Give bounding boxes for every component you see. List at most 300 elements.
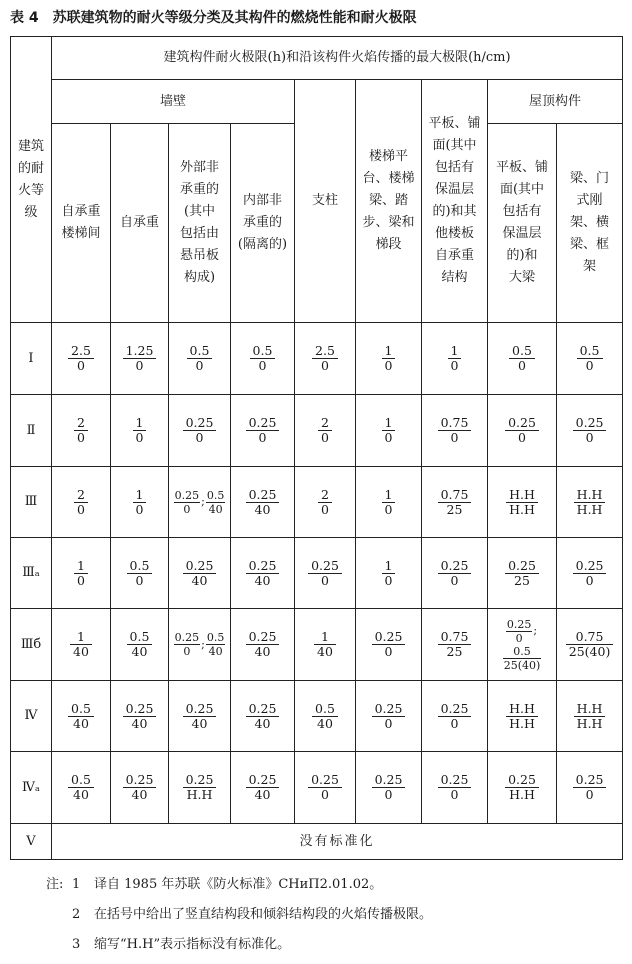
denominator: 0 (384, 501, 393, 517)
fraction (573, 773, 607, 802)
denominator: 0 (183, 502, 191, 516)
note-number: 1 (72, 877, 81, 892)
denominator: 25 (514, 572, 530, 588)
grade-cell: Ⅰ (11, 323, 52, 395)
numerator: 0.75 (438, 416, 472, 431)
denominator: 0 (321, 572, 329, 588)
numerator: H.H (506, 702, 538, 717)
fraction (74, 416, 88, 445)
fraction (206, 489, 226, 516)
notes (46, 870, 622, 960)
denominator: 0 (183, 645, 191, 658)
numerator: 0.25 (183, 702, 217, 717)
fraction (183, 773, 217, 802)
fraction (123, 702, 157, 731)
table-body (11, 37, 623, 860)
value-cell-load-stair (52, 752, 111, 824)
numerator: 2.5 (68, 344, 94, 359)
denominator: 0 (384, 644, 393, 659)
denominator: 0 (384, 358, 393, 373)
numerator: 0.25 (246, 702, 280, 717)
table-number: 表 4 (10, 10, 39, 26)
value-cell-internal (231, 323, 295, 395)
fraction (74, 559, 88, 588)
numerator: 0.25 (174, 488, 200, 502)
value-cell-load (111, 609, 169, 681)
fraction (438, 416, 472, 445)
numerator: 0.5 (127, 559, 153, 574)
denominator: 0 (321, 501, 329, 517)
denominator: 25 (446, 644, 463, 659)
denominator: 0 (450, 430, 459, 445)
grade-cell: Ⅳₐ (11, 752, 52, 824)
numerator: 1 (70, 630, 92, 645)
fraction (246, 416, 280, 445)
header-wall: 墙壁 (52, 80, 295, 124)
value-cell-roof-slab (488, 752, 557, 824)
not-standardized-cell: 没有标准化 (52, 824, 623, 860)
numerator: 0.5 (206, 488, 225, 502)
denominator: 40 (73, 787, 89, 802)
header-load: 自承重 (111, 124, 169, 323)
numerator: 0.5 (509, 344, 535, 359)
header-roof: 屋顶构件 (488, 80, 623, 124)
grade-cell: Ⅳ (11, 681, 52, 752)
fraction (503, 645, 542, 672)
numerator: 0.25 (505, 773, 539, 788)
table-row (11, 538, 623, 609)
value-cell-external (169, 323, 231, 395)
denominator: 0 (585, 430, 594, 445)
value-cell-internal (231, 395, 295, 467)
fraction (506, 702, 538, 731)
header-roof-beam: 梁、门 式刚 架、横 梁、框 架 (557, 124, 623, 323)
table-row (11, 752, 623, 824)
denominator: 40 (73, 644, 89, 659)
value-cell-roof-slab (488, 609, 557, 681)
fraction (318, 416, 332, 445)
numerator: 0.25 (372, 773, 406, 788)
numerator: 0.25 (246, 559, 280, 574)
value-cell-stair (356, 538, 422, 609)
fraction (246, 702, 280, 731)
numerator: 0.25 (438, 559, 472, 574)
fraction (308, 559, 342, 588)
fraction (382, 488, 396, 517)
fraction (174, 631, 201, 658)
grade-cell: Ⅲ (11, 467, 52, 538)
note-number: 2 (72, 907, 81, 922)
notes-label: 注: (46, 877, 64, 892)
fraction (314, 630, 336, 659)
value-cell-floor (422, 681, 488, 752)
value-cell-floor (422, 752, 488, 824)
fraction (506, 488, 538, 517)
denominator: 0 (195, 358, 204, 373)
denominator: 0 (450, 715, 459, 731)
numerator: 0.25 (438, 773, 472, 788)
value-cell-roof-slab (488, 538, 557, 609)
fraction (506, 618, 533, 645)
table-title (10, 6, 417, 30)
numerator: 2 (74, 416, 88, 431)
numerator: 0.25 (372, 630, 406, 645)
fraction (372, 773, 406, 802)
numerator: 0.25 (372, 702, 406, 717)
denominator: 40 (317, 715, 333, 731)
value-cell-column (295, 609, 356, 681)
fraction (246, 559, 280, 588)
note-3 (46, 930, 622, 960)
numerator: 0.25 (506, 617, 532, 631)
value-cell-external (169, 538, 231, 609)
fraction (577, 344, 603, 373)
numerator: 1 (314, 630, 336, 645)
fraction (70, 630, 92, 659)
header-grade: 建筑 的耐 火等 级 (11, 37, 52, 323)
value-cell-roof-beam (557, 538, 623, 609)
value-cell-internal (231, 681, 295, 752)
denominator: 0 (384, 572, 393, 588)
fraction (123, 773, 157, 802)
value-cell-external (169, 681, 231, 752)
numerator: 0.5 (503, 645, 542, 659)
table-row (11, 323, 623, 395)
value-cell-stair (356, 467, 422, 538)
numerator: 0.25 (246, 488, 280, 503)
grade-cell: Ⅲₐ (11, 538, 52, 609)
value-cell-external (169, 609, 231, 681)
denominator: 0 (384, 787, 393, 802)
value-cell-stair (356, 323, 422, 395)
denominator: 40 (254, 501, 271, 517)
numerator: 0.5 (250, 344, 276, 359)
fraction (438, 630, 472, 659)
value-cell-load-stair (52, 467, 111, 538)
numerator: 0.25 (308, 559, 342, 574)
numerator: 0.5 (577, 344, 603, 359)
fraction (246, 630, 280, 659)
fraction (448, 344, 462, 373)
numerator: 0.25 (174, 631, 200, 644)
numerator: 2 (318, 416, 332, 431)
denominator: 0 (321, 787, 329, 802)
value-cell-external (169, 467, 231, 538)
numerator: 2 (318, 488, 332, 503)
fraction (74, 488, 88, 517)
header-group: 建筑构件耐火极限(h)和沿该构件火焰传播的最大极限(h/cm) (52, 37, 623, 80)
value-cell-floor (422, 538, 488, 609)
value-cell-stair (356, 609, 422, 681)
note-text: 在括号中给出了竖直结构段和倾斜结构段的火焰传播极限。 (94, 907, 433, 922)
numerator: 1 (382, 488, 396, 503)
numerator: 1 (74, 559, 88, 574)
value-cell-floor (422, 395, 488, 467)
denominator: 40 (254, 787, 271, 802)
fraction (505, 773, 539, 802)
value-cell-load (111, 752, 169, 824)
value-cell-roof-beam (557, 609, 623, 681)
fraction-separator: ; (533, 624, 538, 637)
grade-cell: Ⅴ (11, 824, 52, 860)
table-caption: 苏联建筑物的耐火等级分类及其构件的燃烧性能和耐火极限 (52, 10, 417, 26)
value-cell-column (295, 395, 356, 467)
numerator: 0.25 (438, 702, 472, 717)
numerator: 2 (74, 488, 88, 503)
fraction (246, 488, 280, 517)
denominator: 0 (135, 572, 144, 588)
fraction (438, 488, 472, 517)
denominator: 0 (450, 572, 459, 588)
value-cell-roof-beam (557, 395, 623, 467)
denominator: 25(40) (568, 644, 611, 659)
value-cell-roof-beam (557, 681, 623, 752)
value-cell-floor (422, 323, 488, 395)
numerator: 0.5 (206, 631, 225, 644)
denominator: 40 (208, 502, 223, 516)
denominator: 0 (585, 358, 594, 373)
value-cell-external (169, 395, 231, 467)
value-cell-internal (231, 467, 295, 538)
fraction (505, 559, 539, 588)
table-row (11, 824, 623, 860)
numerator: 1 (382, 416, 396, 431)
denominator: 0 (585, 787, 594, 802)
numerator: 0.75 (438, 488, 472, 503)
value-cell-stair (356, 681, 422, 752)
numerator: 0.5 (127, 630, 153, 645)
denominator: 0 (518, 430, 526, 445)
denominator: 0 (515, 631, 523, 645)
numerator: 0.25 (573, 416, 607, 431)
denominator: 40 (191, 715, 208, 731)
fraction (573, 416, 607, 445)
denominator: H.H (509, 787, 535, 802)
value-cell-column (295, 323, 356, 395)
numerator: 1 (382, 559, 396, 574)
header-stair: 楼梯平 台、楼梯 梁、踏 步、梁和 梯段 (356, 80, 422, 323)
denominator: 0 (258, 358, 267, 373)
numerator: H.H (574, 488, 606, 503)
denominator: H.H (509, 715, 535, 731)
denominator: H.H (186, 787, 213, 802)
fraction (509, 344, 535, 373)
header-floor: 平板、铺 面(其中 包括有 保温层 的)和其 他楼板 自承重 结构 (422, 80, 488, 323)
fraction (308, 773, 342, 802)
numerator: 0.25 (183, 416, 217, 431)
header-internal: 内部非 承重的 (隔离的) (231, 124, 295, 323)
value-cell-internal (231, 538, 295, 609)
denominator: 0 (384, 715, 393, 731)
fraction (573, 559, 607, 588)
fraction (68, 702, 94, 731)
fraction (505, 416, 539, 445)
fraction (250, 344, 276, 373)
fraction (382, 344, 396, 373)
value-cell-load-stair (52, 538, 111, 609)
note-number: 3 (72, 937, 81, 952)
numerator: 0.25 (183, 559, 217, 574)
value-cell-load-stair (52, 609, 111, 681)
fraction (183, 416, 217, 445)
value-cell-stair (356, 752, 422, 824)
denominator: 40 (131, 787, 148, 802)
header-column: 支柱 (295, 80, 356, 323)
value-cell-roof-beam (557, 323, 623, 395)
header-roof-slab: 平板、铺 面(其中 包括有 保温层 的)和 大梁 (488, 124, 557, 323)
value-cell-load-stair (52, 395, 111, 467)
denominator: 25 (446, 501, 463, 517)
fraction (372, 630, 406, 659)
numerator: 0.25 (308, 773, 342, 788)
fraction (127, 630, 153, 659)
fraction (438, 702, 472, 731)
note-2 (46, 900, 622, 930)
grade-cell: Ⅱ (11, 395, 52, 467)
denominator: 0 (135, 501, 144, 517)
value-cell-load (111, 395, 169, 467)
denominator: 40 (208, 645, 223, 658)
fire-resistance-table (10, 36, 623, 860)
value-cell-floor (422, 467, 488, 538)
denominator: 0 (77, 501, 85, 517)
fraction (574, 488, 606, 517)
numerator: 1 (382, 344, 396, 359)
denominator: 0 (321, 430, 329, 445)
value-cell-internal (231, 752, 295, 824)
table-row (11, 609, 623, 681)
numerator: 0.25 (246, 630, 280, 645)
value-cell-internal (231, 609, 295, 681)
numerator: 0.25 (505, 559, 539, 574)
denominator: 40 (131, 644, 148, 659)
denominator: 40 (317, 644, 333, 659)
numerator: 0.25 (123, 773, 157, 788)
fraction (183, 702, 217, 731)
denominator: 0 (450, 358, 459, 373)
value-cell-external (169, 752, 231, 824)
numerator: H.H (506, 488, 538, 503)
value-cell-column (295, 467, 356, 538)
denominator: 0 (135, 430, 144, 445)
numerator: 0.5 (68, 773, 94, 788)
value-cell-roof-beam (557, 467, 623, 538)
table-row (11, 395, 623, 467)
note-text: 缩写“H.H”表示指标没有标准化。 (94, 937, 291, 952)
denominator: 0 (258, 430, 267, 445)
value-cell-roof-slab (488, 395, 557, 467)
numerator: 2.5 (312, 344, 338, 359)
denominator: 40 (191, 572, 208, 588)
denominator: H.H (576, 501, 603, 517)
denominator: 40 (254, 644, 271, 659)
numerator: 1.25 (123, 344, 157, 359)
denominator: 40 (73, 715, 89, 731)
denominator: H.H (576, 715, 603, 731)
denominator: 0 (77, 358, 85, 373)
fraction (68, 773, 94, 802)
denominator: 0 (585, 572, 594, 588)
fraction (187, 344, 213, 373)
fraction (382, 416, 396, 445)
numerator: 0.25 (573, 559, 607, 574)
header-external: 外部非 承重的 (其中 包括由 悬吊板 构成) (169, 124, 231, 323)
header-load-stair: 自承重 楼梯间 (52, 124, 111, 323)
numerator: 0.25 (183, 773, 217, 788)
denominator: H.H (509, 501, 535, 517)
fraction-separator: ; (201, 637, 205, 651)
fraction (133, 488, 147, 517)
numerator: 0.25 (123, 702, 157, 717)
fraction (174, 489, 201, 516)
value-cell-load (111, 538, 169, 609)
fraction (68, 344, 94, 373)
note-text: 译自 1985 年苏联《防火标准》СНиП2.01.02。 (94, 877, 383, 892)
grade-cell: Ⅲб (11, 609, 52, 681)
value-cell-load (111, 323, 169, 395)
fraction (566, 630, 614, 659)
note-1 (46, 870, 622, 900)
denominator: 0 (195, 430, 204, 445)
fraction (438, 559, 472, 588)
fraction (372, 702, 406, 731)
denominator: 0 (518, 358, 526, 373)
fraction (123, 344, 157, 373)
fraction (574, 702, 606, 731)
numerator: 0.75 (566, 630, 614, 645)
fraction (133, 416, 147, 445)
value-cell-load-stair (52, 681, 111, 752)
numerator: 0.5 (312, 702, 338, 717)
table-row (11, 681, 623, 752)
table-row (11, 467, 623, 538)
numerator: H.H (574, 702, 606, 717)
fraction (312, 702, 338, 731)
value-cell-floor (422, 609, 488, 681)
denominator: 0 (384, 430, 393, 445)
value-cell-load (111, 467, 169, 538)
numerator: 0.25 (246, 773, 280, 788)
value-cell-roof-beam (557, 752, 623, 824)
denominator: 0 (135, 358, 144, 373)
fraction-separator: ; (201, 495, 205, 508)
value-cell-column (295, 752, 356, 824)
fraction (318, 488, 332, 517)
value-cell-roof-slab (488, 323, 557, 395)
denominator: 0 (450, 787, 459, 802)
numerator: 0.25 (246, 416, 280, 431)
numerator: 0.5 (68, 702, 94, 717)
numerator: 0.75 (438, 630, 472, 645)
fraction (312, 344, 338, 373)
denominator: 40 (254, 572, 271, 588)
value-cell-load-stair (52, 323, 111, 395)
numerator: 1 (448, 344, 462, 359)
value-cell-roof-slab (488, 681, 557, 752)
value-cell-column (295, 538, 356, 609)
value-cell-stair (356, 395, 422, 467)
fraction (246, 773, 280, 802)
value-cell-column (295, 681, 356, 752)
fraction (438, 773, 472, 802)
fraction (382, 559, 396, 588)
denominator: 25(40) (503, 658, 541, 672)
value-cell-roof-slab (488, 467, 557, 538)
denominator: 0 (77, 572, 85, 588)
denominator: 40 (131, 715, 148, 731)
denominator: 0 (77, 430, 85, 445)
numerator: 1 (133, 488, 147, 503)
